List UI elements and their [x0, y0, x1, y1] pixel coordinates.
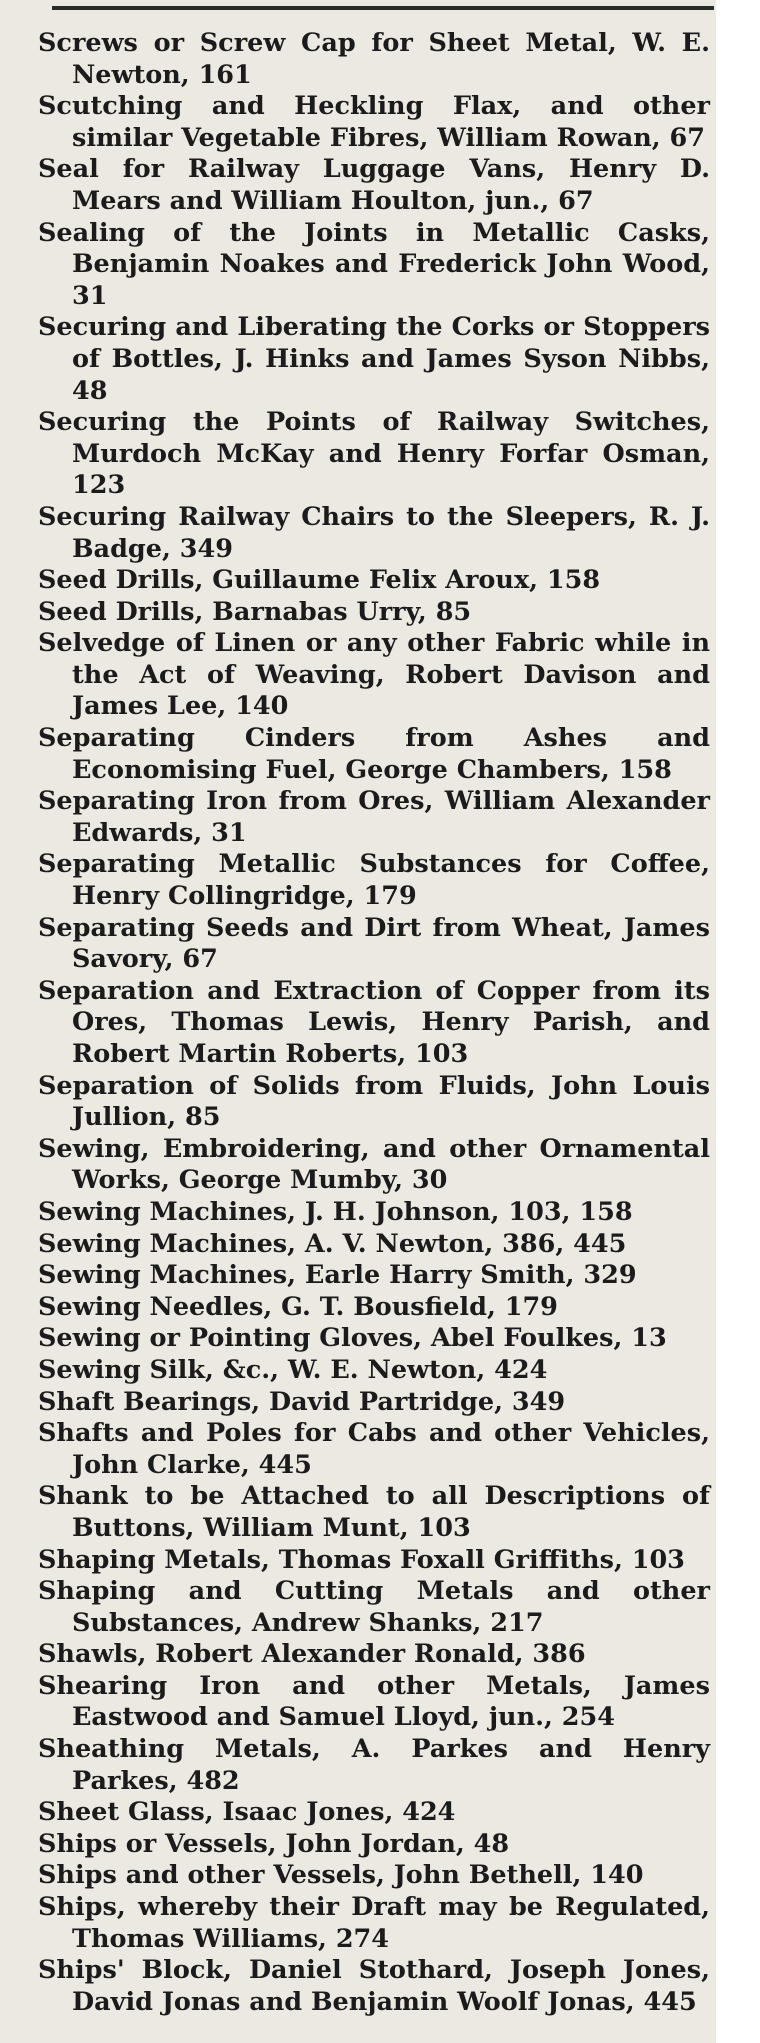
- index-entry: Separation and Extraction of Copper from its Ores, Thomas Lewis, Henry Parish, and Robert Martin Roberts, 103: [38, 975, 710, 1069]
- index-entry: Securing and Liberating the Corks or Stoppers of Bottles, J. Hinks and James Syson Nibbs, 48: [38, 312, 710, 406]
- index-entry: Ships' Block, Daniel Stothard, Joseph Jones, David Jonas and Benjamin Woolf Jonas, 445: [38, 1955, 710, 2017]
- index-entry: Seal for Railway Luggage Vans, Henry D. Mears and William Houlton, jun., 67: [38, 154, 710, 216]
- index-entry: Separation of Solids from Fluids, John Louis Jullion, 85: [38, 1070, 710, 1133]
- index-entry: Securing Railway Chairs to the Sleepers, R. J. Badge, 349: [38, 501, 710, 564]
- index-entry: Separating Metallic Substances for Coffee, Henry Collingridge, 179: [38, 849, 710, 912]
- index-entry: Sewing Machines, Earle Harry Smith, 329: [38, 1260, 637, 1291]
- index-entry: Ships, whereby their Draft may be Regulated, Thomas Williams, 274: [38, 1892, 710, 1954]
- index-entry: Sealing of the Joints in Metallic Casks, Benjamin Noakes and Frederick John Wood, 31: [38, 217, 710, 311]
- index-entry: Separating Iron from Ores, William Alexander Edwards, 31: [38, 786, 710, 848]
- index-entry: Sewing Machines, A. V. Newton, 386, 445: [38, 1228, 627, 1259]
- index-entry: Shearing Iron and other Metals, James Eastwood and Samuel Lloyd, jun., 254: [38, 1670, 710, 1733]
- index-entry: Shank to be Attached to all Descriptions of Buttons, William Munt, 103: [38, 1481, 710, 1543]
- index-entry: Shaping Metals, Thomas Foxall Griffiths, 103: [38, 1544, 685, 1575]
- index-entry: Separating Cinders from Ashes and Economising Fuel, George Chambers, 158: [38, 723, 710, 785]
- index-entry: Seed Drills, Guillaume Felix Aroux, 158: [38, 565, 601, 596]
- index-entry: Securing the Points of Railway Switches, Murdoch McKay and Henry Forfar Osman, 123: [38, 407, 710, 501]
- index-entry: Shawls, Robert Alexander Ronald, 386: [38, 1639, 586, 1670]
- index-entry: Sheathing Metals, A. Parkes and Henry Parkes, 482: [38, 1734, 710, 1796]
- index-entry: Seed Drills, Barnabas Urry, 85: [38, 596, 472, 627]
- index-entry: Sheet Glass, Isaac Jones, 424: [38, 1797, 456, 1828]
- index-entry: Shaft Bearings, David Partridge, 349: [38, 1386, 566, 1417]
- index-entry: Ships and other Vessels, John Bethell, 140: [38, 1860, 644, 1891]
- index-entry: Screws or Screw Cap for Sheet Metal, W. E. Newton, 161: [38, 28, 710, 90]
- index-entry: Sewing or Pointing Gloves, Abel Foulkes, 13: [38, 1323, 667, 1354]
- index-entry: Shaping and Cutting Metals and other Substances, Andrew Shanks, 217: [38, 1576, 710, 1638]
- index-entry: Sewing, Embroidering, and other Ornamental Works, George Mumby, 30: [38, 1133, 710, 1196]
- index-entry: Scutching and Heckling Flax, and other similar Vegetable Fibres, William Rowan, 67: [38, 91, 710, 153]
- index-entry: Sewing Machines, J. H. Johnson, 103, 158: [38, 1196, 633, 1227]
- index-entry: Ships or Vessels, John Jordan, 48: [38, 1828, 510, 1859]
- index-list: [38, 28, 710, 2018]
- index-entry: Shafts and Poles for Cabs and other Vehicles, John Clarke, 445: [38, 1418, 710, 1480]
- index-entry: Separating Seeds and Dirt from Wheat, James Savory, 67: [38, 912, 710, 975]
- index-entry: Sewing Needles, G. T. Bousfield, 179: [38, 1291, 558, 1322]
- index-entry: Selvedge of Linen or any other Fabric while in the Act of Weaving, Robert Davison and James Lee, 140: [38, 628, 710, 722]
- index-entry: Sewing Silk, &c., W. E. Newton, 424: [38, 1354, 548, 1385]
- top-rule: [52, 6, 714, 10]
